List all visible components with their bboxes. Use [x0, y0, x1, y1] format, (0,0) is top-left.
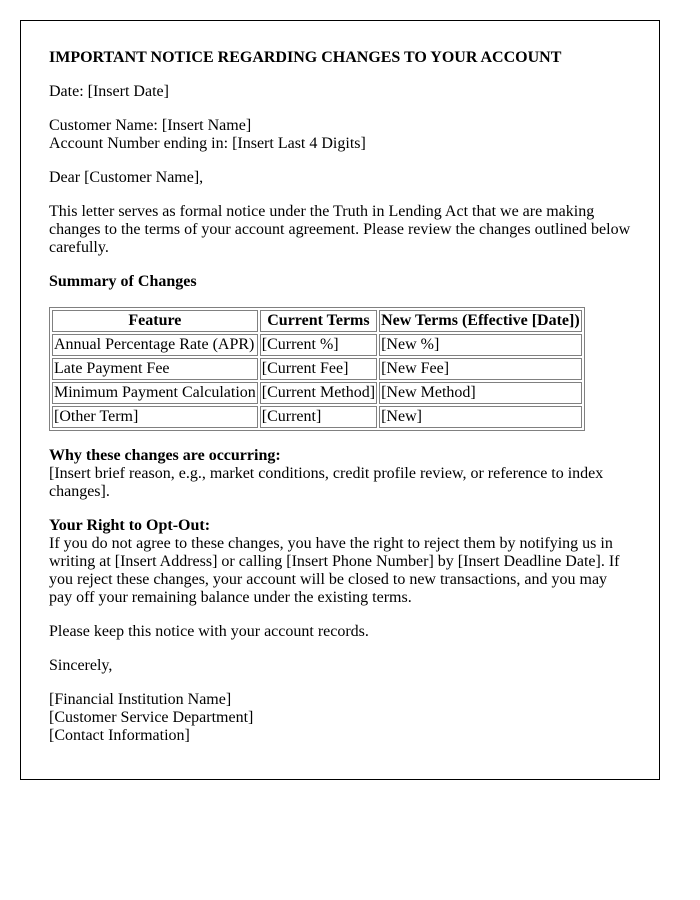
opt-out-text: If you do not agree to these changes, you have the right to reject them by notifying us in writing at [Insert Address] or calling [Insert Phone Number] by [Insert Deadline Date]. If you reject these changes, your account will be closed to new transactions, and you may pay off your remaining balance under the existing terms.	[49, 535, 620, 606]
customer-info	[49, 117, 631, 153]
summary-heading: Summary of Changes	[49, 273, 197, 290]
why-heading: Why these changes are occurring:	[49, 447, 281, 464]
customer-name-line: Customer Name: [Insert Name]	[49, 117, 252, 134]
cell-feature: [Other Term]	[52, 406, 258, 428]
opt-out-heading: Your Right to Opt-Out:	[49, 517, 211, 534]
why-section	[49, 447, 631, 501]
cell-new: [New]	[379, 406, 582, 428]
header-feature: Feature	[52, 310, 258, 332]
keep-notice: Please keep this notice with your account records.	[49, 623, 369, 640]
changes-table	[49, 307, 585, 431]
signature-department: [Customer Service Department]	[49, 709, 254, 726]
table-row	[52, 382, 582, 404]
table-row	[52, 358, 582, 380]
table-row	[52, 334, 582, 356]
notice-title: IMPORTANT NOTICE REGARDING CHANGES TO YOUR ACCOUNT	[49, 49, 562, 66]
opt-out-section	[49, 517, 631, 607]
cell-current: [Current Method]	[260, 382, 377, 404]
cell-new: [New Method]	[379, 382, 582, 404]
cell-feature: Annual Percentage Rate (APR)	[52, 334, 258, 356]
salutation: Dear [Customer Name],	[49, 169, 204, 186]
header-current-terms: Current Terms	[260, 310, 377, 332]
signature-block	[49, 691, 631, 745]
cell-new: [New %]	[379, 334, 582, 356]
notice-letter	[20, 20, 660, 780]
intro-paragraph: This letter serves as formal notice under the Truth in Lending Act that we are making changes to the terms of your account agreement. Please review the changes outlined below carefully.	[49, 203, 631, 256]
why-text: [Insert brief reason, e.g., market conditions, credit profile review, or reference to index changes].	[49, 465, 604, 500]
closing: Sincerely,	[49, 657, 113, 674]
header-new-terms: New Terms (Effective [Date])	[379, 310, 582, 332]
date-line: Date: [Insert Date]	[49, 83, 169, 100]
signature-contact: [Contact Information]	[49, 727, 190, 744]
account-number-line: Account Number ending in: [Insert Last 4 Digits]	[49, 135, 366, 152]
signature-institution: [Financial Institution Name]	[49, 691, 232, 708]
cell-current: [Current]	[260, 406, 377, 428]
cell-current: [Current %]	[260, 334, 377, 356]
table-row	[52, 406, 582, 428]
table-header-row	[52, 310, 582, 332]
cell-new: [New Fee]	[379, 358, 582, 380]
cell-feature: Minimum Payment Calculation	[52, 382, 258, 404]
cell-current: [Current Fee]	[260, 358, 377, 380]
cell-feature: Late Payment Fee	[52, 358, 258, 380]
